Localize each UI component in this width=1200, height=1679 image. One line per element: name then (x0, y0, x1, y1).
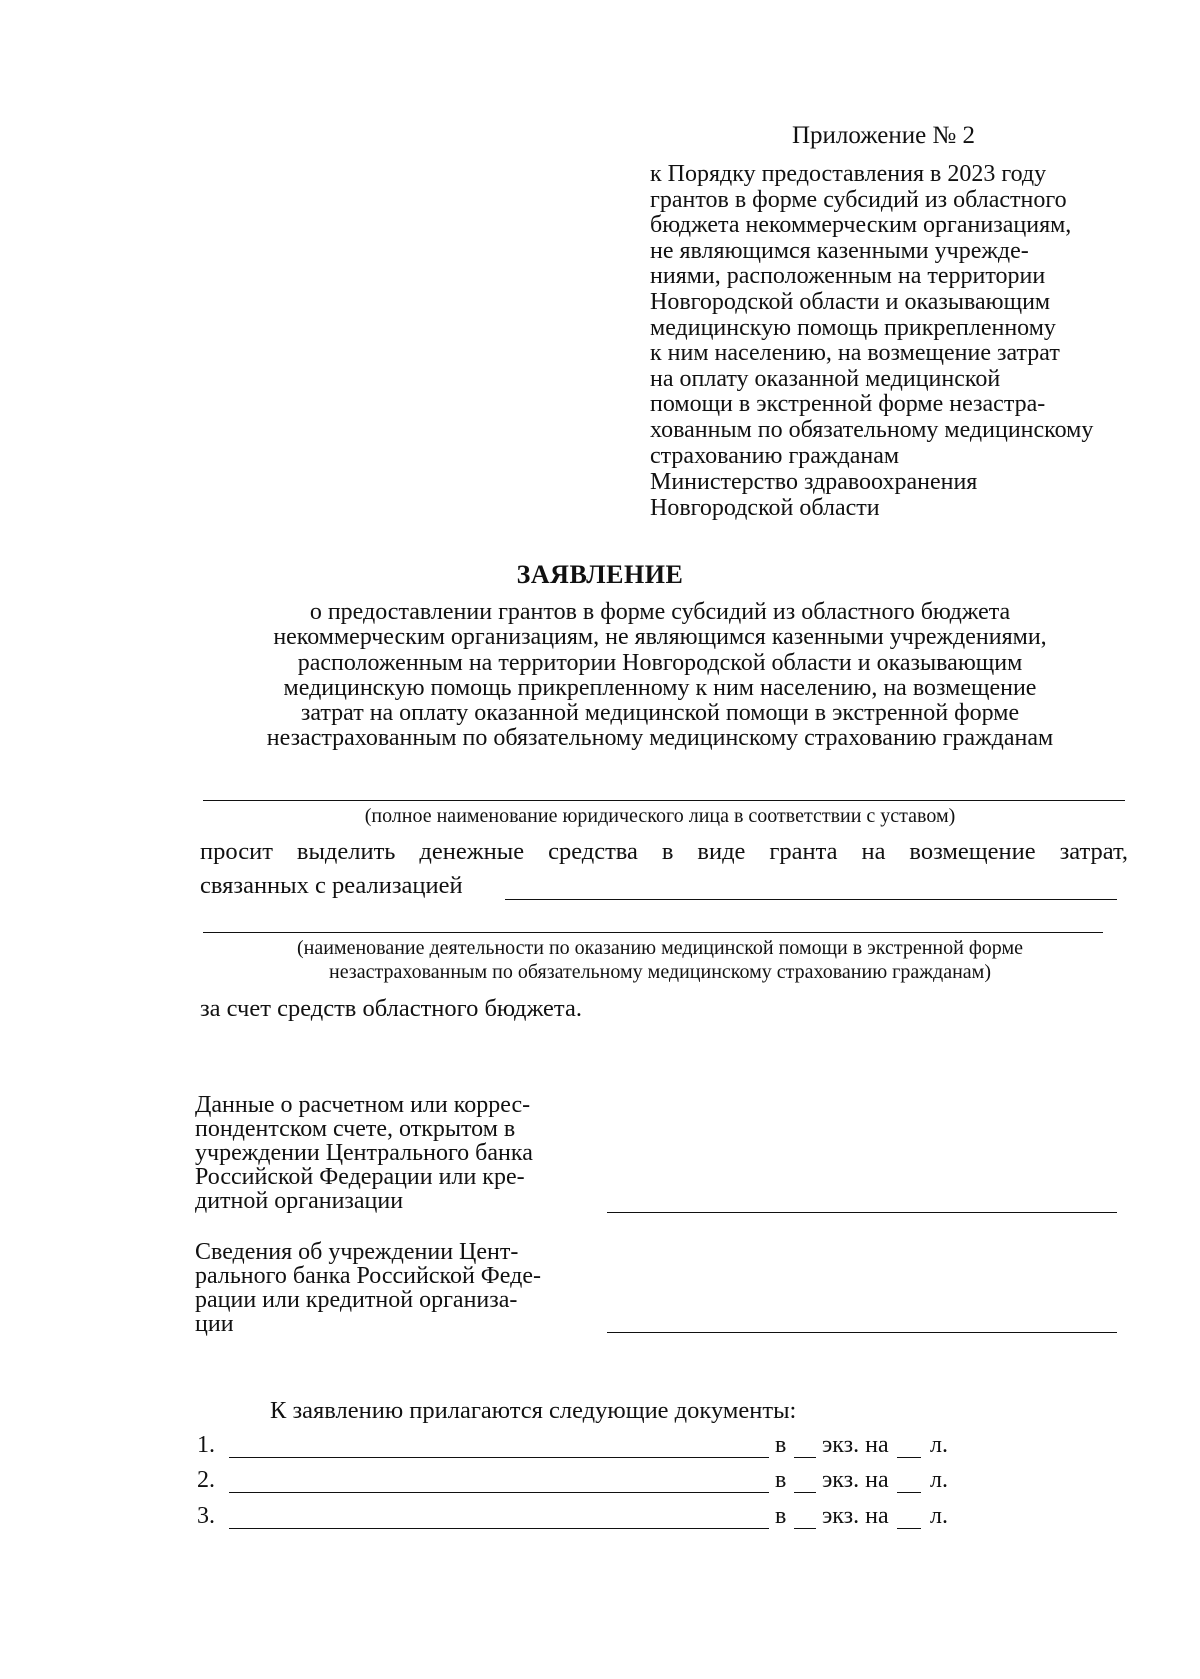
subtitle-line: некоммерческим организациям, не являющимся казенными учреждениями, (273, 624, 1047, 651)
subtitle-line: расположенным на территории Новгородской области и оказывающим (297, 649, 1023, 676)
sheets-count-field[interactable] (897, 1528, 921, 1529)
subtitle-line: затрат на оплату оказанной медицинской помощи в экстренной форме (300, 700, 1020, 727)
addressee (650, 470, 1155, 521)
attachment-copies: экз. на (822, 1432, 889, 1458)
org-name-field[interactable] (203, 800, 1125, 801)
bank-label (195, 1240, 595, 1336)
attachment-name-field[interactable] (229, 1457, 769, 1458)
attachment-number: 3. (197, 1503, 215, 1529)
appendix-line: хованным по обязательному медицинскому (650, 416, 1094, 443)
appendix-line: грантов в форме субсидий из областного (650, 186, 1067, 213)
account-field[interactable] (607, 1212, 1117, 1213)
label-line: ции (195, 1311, 234, 1337)
copies-count-field[interactable] (794, 1528, 816, 1529)
addressee-line: Новгородской области (650, 494, 880, 521)
attachment-v: в (775, 1432, 787, 1458)
request-line-1: просит выделить денежные средства в виде гранта на возмещение затрат, (200, 838, 1128, 865)
document-subtitle (180, 600, 1140, 752)
attachment-name-field[interactable] (229, 1528, 769, 1529)
subtitle-line: незастрахованным по обязательному медицинскому страхованию гражданам (266, 725, 1054, 752)
addressee-line: Министерство здравоохранения (650, 469, 978, 495)
label-line: Данные о расчетном или коррес- (195, 1092, 531, 1118)
appendix-line: к Порядку предоставления в 2023 году (650, 161, 1047, 187)
copies-count-field[interactable] (794, 1457, 816, 1458)
appendix-line: медицинскую помощь прикрепленному (650, 314, 1056, 341)
label-line: рации или кредитной организа- (195, 1287, 518, 1313)
attachment-v: в (775, 1467, 787, 1493)
label-line: Российской Федерации или кре- (195, 1164, 525, 1190)
attachment-sheets: л. (930, 1503, 948, 1529)
bank-field[interactable] (607, 1332, 1117, 1333)
subtitle-line: о предоставлении грантов в форме субсидий из областного бюджета (309, 599, 1011, 625)
attachment-sheets: л. (930, 1432, 948, 1458)
caption-line: (наименование деятельности по оказанию медицинской помощи в экстренной форме (296, 937, 1024, 959)
label-line: дитной организации (195, 1188, 404, 1214)
attachment-name-field[interactable] (229, 1492, 769, 1493)
org-name-caption: (полное наименование юридического лица в соответствии с уставом) (364, 805, 956, 827)
appendix-line: ниями, расположенным на территории (650, 263, 1046, 290)
appendix-title: Приложение № 2 (792, 122, 976, 149)
account-label (195, 1093, 595, 1213)
sheets-count-field[interactable] (897, 1492, 921, 1493)
attachment-copies: экз. на (822, 1503, 889, 1529)
appendix-line: не являющимся казенными учрежде- (650, 237, 1029, 264)
request-line-2: связанных с реализацией (200, 872, 463, 899)
attachment-number: 2. (197, 1467, 215, 1493)
appendix-line: на оплату оказанной медицинской (650, 365, 1001, 392)
attachment-number: 1. (197, 1432, 215, 1458)
appendix-basis (650, 162, 1155, 469)
budget-line: за счет средств областного бюджета. (200, 995, 582, 1022)
appendix-line: бюджета некоммерческим организациям, (650, 212, 1072, 239)
appendix-line: страхованию гражданам (650, 442, 900, 469)
caption-line: незастрахованным по обязательному медицинскому страхованию гражданам) (328, 961, 991, 983)
label-line: учреждении Центрального банка (195, 1140, 533, 1166)
attachment-sheets: л. (930, 1467, 948, 1493)
label-line: пондентском счете, открытом в (195, 1116, 516, 1142)
activity-field[interactable] (203, 932, 1103, 933)
appendix-line: к ним населению, на возмещение затрат (650, 340, 1060, 367)
sheets-count-field[interactable] (897, 1457, 921, 1458)
copies-count-field[interactable] (794, 1492, 816, 1493)
attachment-v: в (775, 1503, 787, 1529)
appendix-line: помощи в экстренной форме незастра- (650, 391, 1046, 418)
activity-field-inline[interactable] (505, 899, 1117, 900)
subtitle-line: медицинскую помощь прикрепленному к ним населению, на возмещение (283, 674, 1037, 701)
label-line: Сведения об учреждении Цент- (195, 1239, 519, 1265)
attachment-copies: экз. на (822, 1467, 889, 1493)
appendix-line: Новгородской области и оказывающим (650, 288, 1051, 315)
label-line: рального банка Российской Феде- (195, 1263, 541, 1289)
activity-caption (180, 936, 1140, 984)
attachments-heading: К заявлению прилагаются следующие документы: (270, 1397, 797, 1424)
document-title: ЗАЯВЛЕНИЕ (516, 560, 684, 589)
